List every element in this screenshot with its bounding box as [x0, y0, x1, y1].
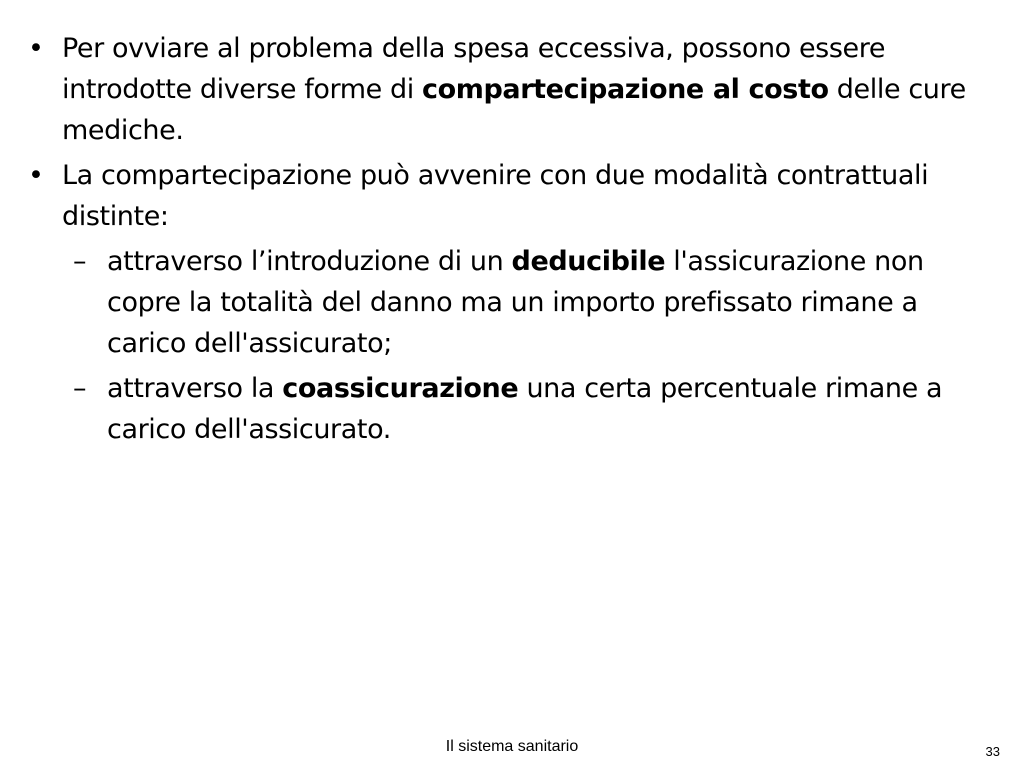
- sub-bullet-bold-text: coassicurazione: [282, 373, 519, 404]
- bullet-text: La compartecipazione può avvenire con due modalità contrattuali distinte:: [62, 160, 929, 232]
- slide-content: [28, 28, 988, 454]
- sub-bullet-coassicurazione: [28, 368, 988, 450]
- bullet-bold-text: compartecipazione al costo: [422, 74, 829, 105]
- bullet-marker: •: [28, 33, 44, 64]
- footer-title: Il sistema sanitario: [445, 738, 579, 755]
- bullet-marker: •: [28, 160, 44, 191]
- sub-bullet-bold-text: deducibile: [511, 246, 666, 277]
- bullet-compartecipazione-al-costo: [28, 28, 988, 151]
- sub-bullet-marker: –: [73, 373, 87, 404]
- sub-bullet-text: attraverso la: [107, 373, 283, 404]
- page-number: 33: [985, 744, 1000, 759]
- bullet-modalita-contrattuali: [28, 155, 988, 237]
- bullet-text: delle cure mediche.: [62, 74, 966, 146]
- sub-bullet-text: una certa percentuale rimane a carico dell'assicurato.: [107, 373, 943, 445]
- bullet-text: Per ovviare al problema della spesa eccessiva, possono essere introdotte diverse forme di: [62, 33, 886, 105]
- sub-bullet-marker: –: [73, 246, 87, 277]
- sub-bullet-deducibile: [28, 241, 988, 364]
- sub-bullet-text: attraverso l’introduzione di un: [107, 246, 512, 277]
- sub-bullet-text: l'assicurazione non copre la totalità del danno ma un importo prefissato rimane a carico dell'assicurato;: [107, 246, 924, 359]
